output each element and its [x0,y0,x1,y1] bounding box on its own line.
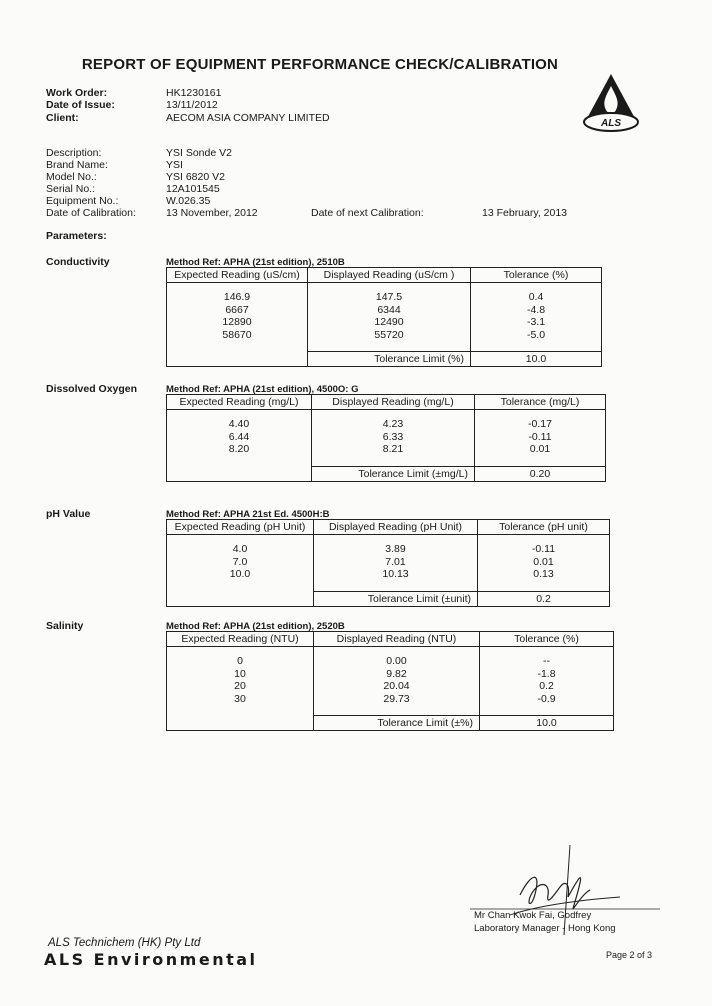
column-header: Tolerance (%) [471,268,602,283]
section-name: Salinity [46,620,84,632]
tolerance-limit-label: Tolerance Limit (±%) [314,716,480,731]
tolerance-value: -0.17 [528,418,552,430]
column-header: Tolerance (%) [480,632,614,647]
method-reference: Method Ref: APHA 21st Ed. 4500H:B [166,509,330,520]
calibration-date-value: 13 November, 2012 [166,207,258,219]
tolerance-value: -0.11 [528,430,552,443]
signatory-name: Mr Chan Kwok Fai, Godfrey [474,910,592,921]
footer-company: ALS Technichem (HK) Pty Ltd [48,937,201,949]
expected-value: 4.40 [228,418,250,430]
column-header: Expected Reading (NTU) [167,632,314,647]
column-header: Displayed Reading (NTU) [314,632,480,647]
tolerance-value: -4.8 [526,303,546,316]
als-logo [580,72,642,134]
next-calibration-label: Date of next Calibration: [311,207,424,219]
calibration-table [166,394,606,482]
report-title: REPORT OF EQUIPMENT PERFORMANCE CHECK/CALIBRATION [81,56,559,73]
footer-brand: ALS Environmental [44,950,258,969]
displayed-value: 147.5 [375,291,403,303]
tolerance-value: -0.9 [537,692,556,705]
displayed-value: 9.82 [386,667,407,680]
section-name: Dissolved Oxygen [46,383,138,395]
expected-value: 10.0 [229,568,251,580]
calibration-table [166,267,602,367]
column-header: Displayed Reading (uS/cm ) [308,268,471,283]
displayed-value: 6.33 [382,430,404,443]
column-header: Displayed Reading (mg/L) [312,395,475,410]
expected-value: 10 [234,667,246,680]
calibration-table [166,631,614,731]
column-header: Displayed Reading (pH Unit) [314,520,478,535]
calibration-table [166,519,610,607]
displayed-value: 0.00 [386,655,407,667]
date-issue-value: 13/11/2012 [166,99,218,111]
svg-text:ALS: ALS [601,118,621,129]
next-calibration-value: 13 February, 2013 [482,207,568,219]
displayed-value: 12490 [374,316,404,328]
displayed-value: 55720 [374,328,404,341]
section-name: Conductivity [46,256,110,268]
tolerance-value: 0.4 [528,291,544,303]
displayed-value: 20.04 [383,680,410,692]
client-label: Client: [46,112,79,124]
column-header: Expected Reading (mg/L) [167,395,312,410]
expected-value: 0 [237,655,243,667]
tolerance-limit-value: 10.0 [471,352,602,367]
expected-value: 146.9 [223,291,251,303]
tolerance-limit-value: 0.20 [475,466,606,481]
method-reference: Method Ref: APHA (21st edition), 2520B [166,621,345,632]
displayed-value: 4.23 [382,418,404,430]
expected-value: 4.0 [232,543,248,555]
tolerance-limit-label: Tolerance Limit (±mg/L) [312,466,475,481]
tolerance-limit-label: Tolerance Limit (±unit) [314,591,478,606]
displayed-value: 3.89 [385,543,406,555]
page-number: Page 2 of 3 [606,950,653,960]
method-reference: Method Ref: APHA (21st edition), 2510B [166,257,345,268]
displayed-value: 8.21 [382,443,404,455]
date-issue-label: Date of Issue: [46,99,115,111]
equipment-no-value: W.026.35 [166,195,211,207]
work-order-label: Work Order: [46,87,108,99]
brand-value: YSI [166,159,183,171]
expected-value: 6.44 [228,430,250,443]
model-value: YSI 6820 V2 [166,171,225,183]
displayed-value: 7.01 [385,555,406,568]
description-label: Description: [46,147,102,159]
method-reference: Method Ref: APHA (21st edition), 4500O: G [166,384,359,395]
column-header: Tolerance (mg/L) [475,395,606,410]
expected-value: 30 [234,692,246,705]
tolerance-value: -5.0 [526,328,546,341]
expected-value: 20 [234,680,246,692]
expected-value: 58670 [222,328,252,341]
tolerance-value: 0.01 [533,555,554,568]
tolerance-value: 0.01 [529,443,551,455]
tolerance-value: 0.13 [533,568,554,580]
calibration-date-label: Date of Calibration: [46,207,136,219]
tolerance-value: -1.8 [537,667,556,680]
model-label: Model No.: [46,171,97,183]
tolerance-limit-label: Tolerance Limit (%) [308,352,471,367]
displayed-value: 29.73 [383,692,410,705]
tolerance-limit-value: 0.2 [478,591,610,606]
section-name: pH Value [46,508,91,520]
displayed-value: 6344 [377,303,401,316]
work-order-value: HK1230161 [166,87,222,99]
column-header: Expected Reading (pH Unit) [167,520,314,535]
tolerance-value: -3.1 [526,316,546,328]
column-header: Tolerance (pH unit) [478,520,610,535]
serial-label: Serial No.: [46,183,96,195]
expected-value: 6667 [225,303,249,316]
tolerance-value: 0.2 [539,680,554,692]
signatory-role: Laboratory Manager - Hong Kong [474,923,616,934]
tolerance-value: -0.11 [531,543,556,555]
client-value: AECOM ASIA COMPANY LIMITED [166,112,330,124]
column-header: Expected Reading (uS/cm) [167,268,308,283]
serial-value: 12A101545 [166,183,220,195]
expected-value: 8.20 [228,443,250,455]
expected-value: 12890 [222,316,252,328]
tolerance-value: -- [543,655,550,667]
description-value: YSI Sonde V2 [166,147,232,159]
equipment-no-label: Equipment No.: [46,195,119,207]
parameters-label: Parameters: [46,230,107,242]
brand-label: Brand Name: [46,159,108,171]
displayed-value: 10.13 [382,568,409,580]
expected-value: 7.0 [232,555,248,568]
tolerance-limit-value: 10.0 [480,716,614,731]
